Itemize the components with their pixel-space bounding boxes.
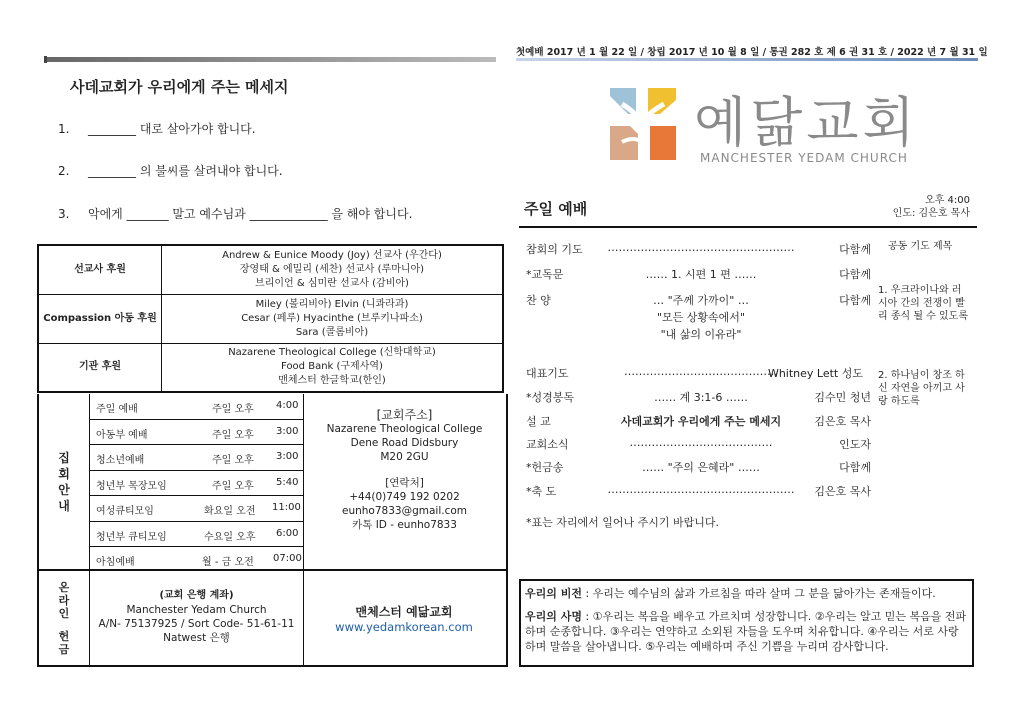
order-item: 찬 양 … "주께 가까이" … "모든 상황속에서" "내 삶의 이유라" 다함께 <box>526 294 871 341</box>
service-row: 여성큐티모임 화요일 오전 11:00 <box>90 496 303 522</box>
church-logo-english: MANCHESTER YEDAM CHURCH <box>700 151 908 165</box>
prayer-item: 2. 하나님이 창조 하신 자연을 아끼고 사랑 하도록 <box>878 370 965 407</box>
online-giving-section <box>37 569 508 667</box>
services-side-label: 집 회 안 내 <box>39 394 90 569</box>
standing-note: *표는 자리에서 일어나 주시기 바랍니다. <box>526 516 719 529</box>
mission-text: 우리의 사명 : ①우리는 복음을 배우고 가르치며 성장합니다. ②우리는 알고 믿는 복음을 전파하며 순종합니다. ③우리는 연약하고 소외된 자들을 도우며 치유합니다. ④우리는 서로 사랑하며 말씀을 살아냅니다. ⑤우리는 예배하며 주신 기쁨을 누리며 감사합니다. <box>525 610 967 653</box>
service-row: 청년부 목장모임 주일 오후 5:40 <box>90 471 303 497</box>
vision-mission-box <box>519 579 974 667</box>
church-logo-korean: 예닮교회 <box>694 91 919 154</box>
church-address: [교회주소] Nazarene Theological College Dene Road Didsbury M20 2GU [연락처] +44(0)749 192 0202 eunho7833@gmail.com 카톡 ID - eunho7833 <box>303 394 505 569</box>
support-head-missionary: 선교사 후원 <box>38 245 162 294</box>
prayer-title: 공동 기도 제목 <box>888 241 953 252</box>
worship-title: 주일 예배 <box>524 200 588 218</box>
service-row: 청년부 큐티모임 수요일 오후 6:00 <box>90 522 303 548</box>
service-row: 청소년예배 주일 오후 3:00 <box>90 445 303 471</box>
bulletin-header: 첫예배 2017 년 1 월 22 일 / 창립 2017 년 10 월 8 일 / 통권 282 호 제 6 권 31 호 / 2022 년 7 월 31 일 <box>516 47 988 58</box>
online-giving-label: 온 라 인 헌 금 <box>39 571 90 665</box>
question-2: 2. ________ 의 불씨를 살려내야 합니다. <box>58 164 283 178</box>
church-info: 맨체스터 예닮교회 www.yedamkorean.com <box>304 571 504 665</box>
question-1: 1. ________ 대로 살아가야 합니다. <box>58 122 256 136</box>
support-institution: Nazarene Theological College (신학대학교) Food Bank (구제사역) 맨체스터 한글학교(한인) <box>162 343 504 392</box>
support-table <box>37 244 504 393</box>
question-3: 3. 악에게 _______ 말고 예수님과 _____________ 을 해야 합니다. <box>58 207 413 221</box>
worship-divider <box>519 226 977 228</box>
service-row: 아침예배 월 - 금 오전 07:00 <box>96 553 302 568</box>
vision-text: 우리의 비전 : 우리는 예수님의 삶과 가르침을 따라 살며 그 분을 닮아가는 존재들이다. <box>525 587 936 600</box>
header-bar <box>516 58 978 61</box>
church-logo-icon <box>608 84 680 164</box>
services-list <box>90 394 303 572</box>
services-section <box>37 394 508 571</box>
bank-account: (교회 은행 계좌) Manchester Yedam Church A/N- 75137925 / Sort Code- 51-61-11 Natwest 은행 <box>90 571 304 665</box>
service-row: 주일 예배 주일 오후 4:00 <box>90 394 303 420</box>
support-missionary: Andrew & Eunice Moody (Joy) 선교사 (우간다) 장영태 & 에밀리 (세찬) 선교사 (루마니아) 브리이언 & 심미란 선교사 (감비아) <box>162 245 504 294</box>
service-row: 아동부 예배 주일 오후 3:00 <box>90 420 303 446</box>
prayer-item: 1. 우크라이나와 러시아 간의 전쟁이 빨리 종식 될 수 있도록 <box>878 285 968 322</box>
support-head-compassion: Compassion 아동 후원 <box>38 294 162 343</box>
worship-time: 오후 4:00 인도: 김은호 목사 <box>892 195 970 219</box>
support-compassion: Miley (볼리비아) Elvin (니콰라과) Cesar (페루) Hyacinthe (브루키나파소) Sara (콜롬비아) <box>162 294 504 343</box>
website-link[interactable]: www.yedamkorean.com <box>335 620 473 634</box>
support-head-institution: 기관 후원 <box>38 343 162 392</box>
left-header-bar <box>44 57 496 62</box>
message-title: 사데교회가 우리에게 주는 메세지 <box>70 78 289 96</box>
